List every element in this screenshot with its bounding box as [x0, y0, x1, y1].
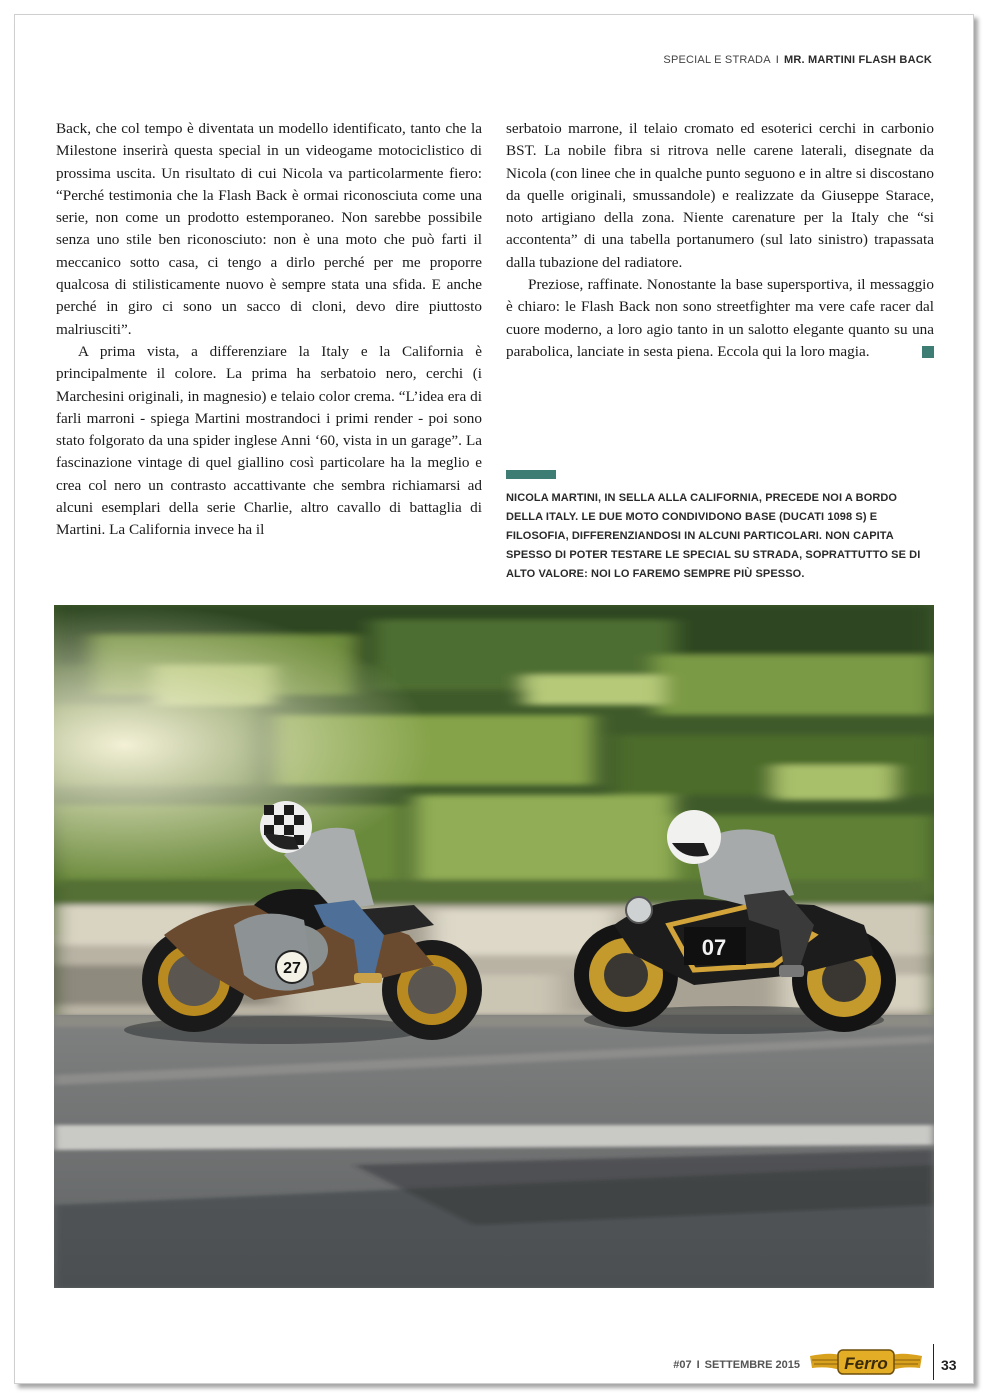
- end-of-article-mark: [922, 346, 934, 358]
- left-text-column: [56, 118, 482, 542]
- header-separator: I: [775, 54, 779, 66]
- body-paragraph: A prima vista, a differenziare la Italy e la California è principalmente il colore. La prima ha serbatoio nero, cerchi (i Marchesini originali, in magnesio) e telaio color crema. “L’idea era di farli marroni - spiega Martini mostrandoci i primi render - poi sono stato folgorato da una spider inglese Anni ‘60, vista in un garage”. La fascinazione vintage di quel giallino così particolare ha la meglio e crea col nero un contrasto accattivante che sembra richiamarsi ad alcuni esemplari della serie Charlie, altro cavallo di battaglia di Martini. La California invece ha il: [56, 342, 482, 539]
- body-paragraph-text: Preziose, raffinate. Nonostante la base supersportiva, il messaggio è chiaro: le Flash Back non sono streetfighter ma vere cafe racer dal cuore moderno, a loro agio tanto in un salotto elegante quanto su una parabolica, lanciate in sesta piena. Eccola qui la loro magia.: [506, 276, 934, 360]
- section-label: SPECIAL E STRADA: [663, 54, 771, 66]
- body-paragraph: serbatoio marrone, il telaio cromato ed esoterici cerchi in carbonio BST. La nobile fibra si ritrova nelle carene laterali, disegnate da Nicola (con linee che in qualche punto seguono e in altre si discostano da quelle originali, smussandole) e realizzate da Giuseppe Starace, noto artigiano della zona. Niente carenature per la Italy che “si accontenta” di una tabella portanumero (sul lato sinistro) trapassata dalla tubazione del radiatore.: [506, 120, 934, 271]
- right-text-column: [506, 118, 934, 363]
- bike-right-number: 07: [701, 935, 727, 960]
- running-header: [663, 54, 932, 66]
- bike-left-number: 27: [283, 960, 301, 977]
- motorcycles-photo: [54, 605, 934, 1288]
- page-number: 33: [941, 1357, 957, 1373]
- footer-separator: I: [696, 1359, 700, 1371]
- body-paragraph-final: [506, 274, 934, 363]
- footer-divider: [933, 1344, 934, 1380]
- issue-date: SETTEMBRE 2015: [704, 1359, 800, 1371]
- photo-caption: NICOLA MARTINI, IN SELLA ALLA CALIFORNIA, PRECEDE NOI A BORDO DELLA ITALY. LE DUE MOTO CONDIVIDONO BASE (DUCATI 1098 S) E FILOSOFIA, DIFFERENZIANDOSI IN ALCUNI PARTICOLARI. NON CAPITA SPESSO DI POTER TESTARE LE SPECIAL SU STRADA, SOPRATTUTTO SE DI ALTO VALORE: NOI LO FAREMO SEMPRE PIÙ SPESSO.: [506, 492, 921, 580]
- issue-number: #07: [673, 1359, 692, 1371]
- logo-text: Ferro: [844, 1354, 888, 1373]
- body-paragraph: Back, che col tempo è diventata un modello identificato, tanto che la Milestone inserirà questa special in un videogame motociclistico di prossima uscita. Un risultato di cui Nicola va particolarmente fiero: “Perché testimonia che la Flash Back è ormai riconosciuta come una serie, non come un prodotto estemporaneo. Non sarebbe possibile senza uno stile ben riconosciuto: non è una moto che può farti il meccanico sotto casa, ci tengo a dirlo perché per me proporre qualcosa di stilisticamente nuovo è sempre stata una sfida. E anche perché in giro ci sono un sacco di cloni, devo dire piuttosto malriusciti”.: [56, 120, 482, 338]
- caption-accent-bar: [506, 470, 556, 479]
- article-title: MR. MARTINI FLASH BACK: [784, 54, 932, 66]
- ferro-logo: [810, 1346, 922, 1378]
- issue-info: [673, 1359, 800, 1371]
